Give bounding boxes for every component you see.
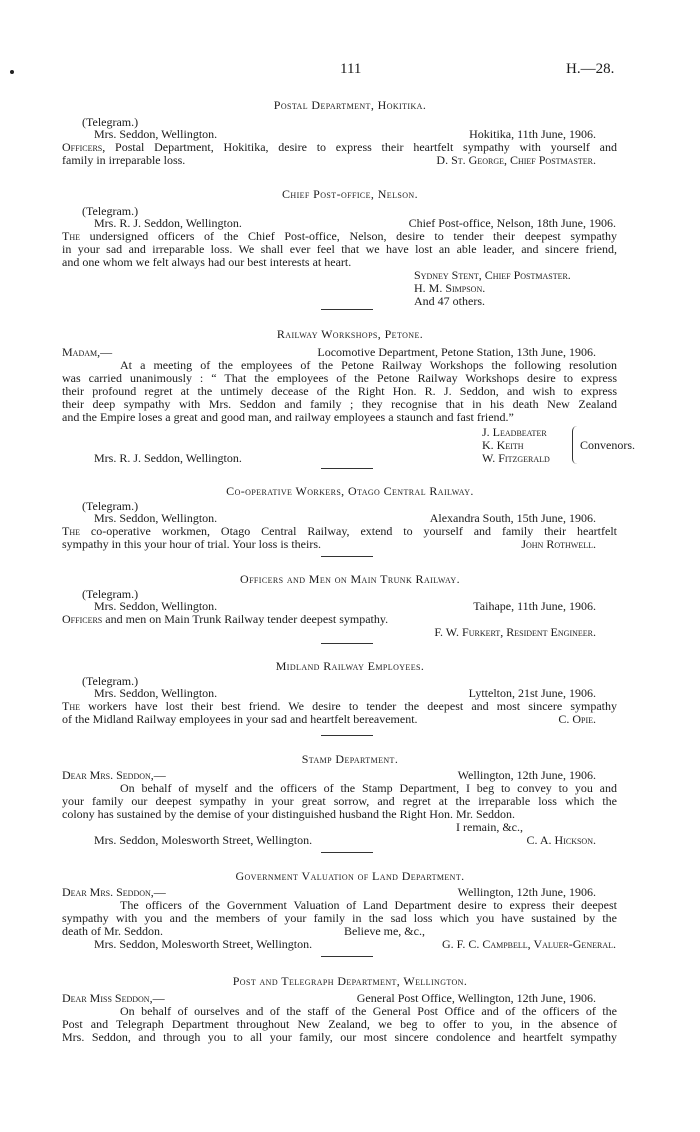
body-line: their profound regret at the untimely decease of the Right Hon. R. J. Seddon, and wish to express [62, 384, 617, 398]
body-line: and the Empire loses a great and good man, and railway employees a staunch and fast friend.” [62, 410, 514, 424]
body-line: sympathy with you and the members of your family in the sad loss which you have sustained by the [62, 911, 617, 925]
dateline: Hokitika, 11th June, 1906. [469, 127, 596, 141]
body-line: At a meeting of the employees of the Petone Railway Workshops the following resolution [120, 358, 617, 372]
signature: J. Leadbeater [482, 425, 547, 439]
dateline: Locomotive Department, Petone Station, 13th June, 1906. [317, 345, 596, 359]
section-heading-main-trunk-railway: Officers and Men on Main Trunk Railway. [240, 572, 460, 586]
telegram-label: (Telegram.) [82, 587, 139, 601]
section-divider [321, 643, 373, 644]
dateline: Wellington, 12th June, 1906. [457, 768, 596, 782]
closing: I remain, &c., [456, 820, 523, 834]
salutation: Dear Mrs. Seddon,— [62, 885, 166, 899]
body-line [62, 140, 617, 154]
body-line: and one whom we felt always had our best interests at heart. [62, 255, 352, 269]
section-heading-post-and-telegraph: Post and Telegraph Department, Wellington. [232, 974, 468, 988]
body-text: co-operative workmen, Otago Central Railway, extend to yourself and family their heartfelt [80, 524, 617, 538]
section-heading-chief-post-office-nelson: Chief Post-office, Nelson. [282, 187, 418, 201]
body-line: of the Midland Railway employees in your sad and heartfelt bereavement. [62, 712, 418, 726]
body-line: sympathy in this your hour of trial. Your loss is theirs. [62, 537, 322, 551]
body-line: On behalf of ourselves and of the staff of the General Post Office and of the officers of the [120, 1004, 617, 1018]
addressee: Mrs. Seddon, Wellington. [94, 599, 218, 613]
section-divider [321, 852, 373, 853]
document-reference: H.—28. [566, 61, 615, 77]
body-line: The officers of the Government Valuation of Land Department desire to express their deepest [120, 898, 617, 912]
section-divider [321, 956, 373, 957]
telegram-label: (Telegram.) [82, 204, 139, 218]
section-heading-midland-railway: Midland Railway Employees. [275, 659, 425, 673]
signature: K. Keith [482, 438, 524, 452]
addressee: Mrs. R. J. Seddon, Wellington. [94, 216, 242, 230]
addressee: Mrs. Seddon, Wellington. [94, 686, 218, 700]
body-line: Mrs. Seddon, and through you to all your family, our most sincere condolence and heartfelt sympathy [62, 1030, 617, 1044]
dateline: Lyttelton, 21st June, 1906. [468, 686, 596, 700]
body-text: and men on Main Trunk Railway tender deepest sympathy. [102, 612, 389, 626]
addressee: Mrs. Seddon, Wellington. [94, 511, 218, 525]
closing: Believe me, &c., [344, 924, 425, 938]
body-line: in your sad and irreparable loss. We shall ever feel that we have lost an able leader, and sincere friend, [62, 242, 617, 256]
dateline: Taihape, 11th June, 1906. [473, 599, 596, 613]
body-line: Post and Telegraph Department throughout New Zealand, we beg to offer to you, in the absence of [62, 1017, 617, 1031]
salutation: Dear Mrs. Seddon,— [62, 768, 166, 782]
salutation: Dear Miss Seddon,— [62, 991, 165, 1005]
signature: D. St. George, Chief Postmaster. [436, 153, 596, 167]
section-heading-railway-workshops-petone: Railway Workshops, Petone. [276, 327, 424, 341]
lead-word: The [62, 229, 80, 243]
lead-word: The [62, 524, 80, 538]
signature: C. A. Hickson. [526, 833, 596, 847]
section-divider [321, 556, 373, 557]
dateline: Alexandra South, 15th June, 1906. [429, 511, 596, 525]
section-divider [321, 735, 373, 736]
addressee: Mrs. R. J. Seddon, Wellington. [94, 451, 242, 465]
telegram-label: (Telegram.) [82, 499, 139, 513]
body-line [62, 699, 617, 713]
body-line: family in irreparable loss. [62, 153, 186, 167]
addressee: Mrs. Seddon, Wellington. [94, 127, 218, 141]
body-text: workers have lost their best friend. We desire to tender the deepest and most sincere sympathy [80, 699, 617, 713]
page-number: 111 [340, 61, 362, 77]
addressee: Mrs. Seddon, Molesworth Street, Wellington. [94, 833, 313, 847]
section-divider [321, 309, 373, 310]
body-line: your family our deepest sympathy in your great sorrow, and regret at the irreparable loss which the [62, 794, 617, 808]
body-line: death of Mr. Seddon. [62, 924, 163, 938]
signature: Sydney Stent, Chief Postmaster. [414, 268, 571, 282]
brace [572, 426, 578, 464]
body-line [62, 612, 388, 626]
signature: W. Fitzgerald [482, 451, 550, 465]
telegram-label: (Telegram.) [82, 115, 139, 129]
section-heading-government-valuation: Government Valuation of Land Department. [235, 869, 465, 883]
section-heading-stamp-department: Stamp Department. [301, 752, 399, 766]
lead-word: Officers [62, 140, 103, 154]
margin-dot [10, 70, 14, 74]
signature: F. W. Furkert, Resident Engineer. [434, 625, 596, 639]
body-text: undersigned officers of the Chief Post-office, Nelson, desire to tender their deepest sympathy [80, 229, 617, 243]
signature: H. M. Simpson. [414, 281, 486, 295]
lead-word: The [62, 699, 80, 713]
dateline: Chief Post-office, Nelson, 18th June, 1906. [408, 216, 616, 230]
lead-word: Officers [62, 612, 103, 626]
addressee: Mrs. Seddon, Molesworth Street, Wellington. [94, 937, 313, 951]
body-text: , Postal Department, Hokitika, desire to express their heartfelt sympathy with yourself and [102, 140, 617, 154]
body-line: colony has sustained by the demise of your distinguished husband the Right Hon. Mr. Seddon. [62, 807, 515, 821]
body-line [62, 524, 617, 538]
convenors-label: Convenors. [580, 438, 635, 452]
dateline: Wellington, 12th June, 1906. [457, 885, 596, 899]
body-line [62, 229, 617, 243]
dateline: General Post Office, Wellington, 12th June, 1906. [356, 991, 596, 1005]
salutation: Madam,— [62, 345, 113, 359]
body-line: their deep sympathy with Mrs. Seddon and family ; they recognise that in his death New Zealand [62, 397, 617, 411]
telegram-label: (Telegram.) [82, 674, 139, 688]
signature: G. F. C. Campbell, Valuer-General. [441, 937, 616, 951]
signature: And 47 others. [414, 294, 485, 308]
section-heading-postal-hokitika: Postal Department, Hokitika. [273, 98, 427, 112]
signature: John Rothwell. [521, 537, 596, 551]
section-heading-co-operative-workers: Co-operative Workers, Otago Central Railway. [226, 484, 474, 498]
body-line: was carried unanimously : “ That the employees of the Petone Railway Workshops desire to express [62, 371, 617, 385]
section-divider [321, 468, 373, 469]
signature: C. Opie. [558, 712, 596, 726]
body-line: On behalf of myself and the officers of the Stamp Department, I beg to convey to you and [120, 781, 617, 795]
